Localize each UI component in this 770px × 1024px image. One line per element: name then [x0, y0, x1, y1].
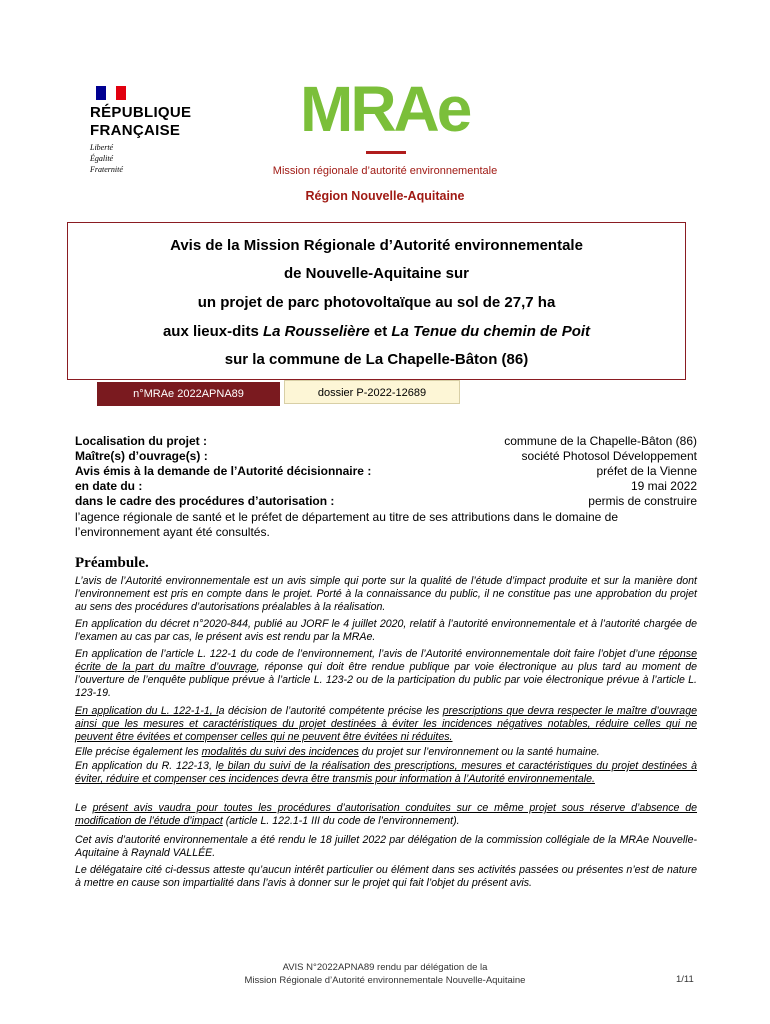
rf-name: RÉPUBLIQUE FRANÇAISE — [90, 104, 192, 139]
preambule-paragraph-5: Elle précise également les modalités du suivi des incidences du projet sur l’environnement ou la santé humaine. — [75, 746, 600, 758]
title-box — [67, 222, 686, 380]
title-line-2: de Nouvelle-Aquitaine sur — [283, 265, 470, 282]
page-footer: AVIS N°2022APNA89 rendu par délégation de la Mission Régionale d’Autorité environnementale Nouvelle-Aquitaine — [244, 962, 526, 986]
mrae-logo — [300, 73, 480, 158]
preambule-paragraph-3: En application de l’article L. 122-1 du code de l’environnement, l’avis de l’Autorité environnementale doit faire l’objet d’une réponse écrite de la part du maître d’ouvrage, réponse qui doit être rendue publique par voie électronique au plus tard au moment de l’ouverture de l’enquête publique prévue à l’article L. 123-2 ou de la participation du public par voie électronique prévue à l’article L. 123-19. — [75, 648, 697, 699]
info-row: dans le cadre des procédures d’autorisation : permis de construire — [75, 494, 697, 508]
title-line-5: sur la commune de La Chapelle-Bâton (86) — [224, 351, 529, 368]
title-line-1: Avis de la Mission Régionale d’Autorité environnementale — [170, 237, 583, 254]
info-row: Maître(s) d’ouvrage(s) : société Photosol Développement — [75, 449, 697, 463]
preambule-paragraph-4: En application du L. 122-1-1, la décision de l’autorité compétente précise les prescriptions que devra respecter le maître d’ouvrage ainsi que les mesures et caractéristiques du projet destinées à éviter les incidences négatives notables, réduire celles qui ne peuvent être évitées et compenser celles qui ne peuvent être évitées ni réduites. — [75, 705, 697, 743]
region-label: Région Nouvelle-Aquitaine — [305, 189, 465, 203]
preambule-paragraph-9: Le délégataire cité ci-dessus atteste qu’aucun intérêt particulier ou élément dans ses activités passées ou présentes n’est de nature à mettre en cause son impartialité dans l’avis à donner sur le projet qui fait l’objet du présent avis. — [75, 864, 697, 889]
info-row: Avis émis à la demande de l’Autorité décisionnaire : préfet de la Vienne — [75, 464, 697, 478]
info-note: l’agence régionale de santé et le préfet de département au titre de ses attributions dans le domaine de l’environnement ayant été consultés. — [75, 510, 619, 539]
info-row: en date du : 19 mai 2022 — [75, 479, 697, 493]
title-line-3: un projet de parc photovoltaïque au sol de 27,7 ha — [197, 294, 556, 311]
title-line-4: aux lieux-dits La Rousselière et La Tenue du chemin de Poit — [162, 323, 591, 340]
preambule-paragraph-1: L’avis de l’Autorité environnementale est un avis simple qui porte sur la qualité de l’étude d’impact produite et sur la manière dont l’environnement est pris en compte dans le projet. Porté à la connaissance du public, il ne constitue pas une approbation du projet au sens des procédures d’autorisations préalables à la réalisation. — [75, 575, 697, 613]
marianne-flag-icon — [96, 86, 126, 100]
mrae-logo-bar — [366, 151, 406, 154]
page-number: 1/11 — [676, 974, 694, 985]
preambule-paragraph-2: En application du décret n°2020-844, publié au JORF le 4 juillet 2020, relatif à l’autorité environnementale et à l’autorité chargée de l’examen au cas par cas, le présent avis est rendu par la MRAe. — [75, 618, 697, 643]
preambule-paragraph-7: Le présent avis vaudra pour toutes les procédures d’autorisation conduites sur ce même projet sous réserve d’absence de modification de l’étude d’impact (article L. 122.1-1 III du code de l’environnement). — [75, 802, 698, 827]
mrae-subtitle: Mission régionale d’autorité environnementale — [272, 165, 498, 177]
info-row: Localisation du projet : commune de la Chapelle-Bâton (86) — [75, 434, 697, 448]
preambule-paragraph-8: Cet avis d’autorité environnementale a été rendu le 18 juillet 2022 par délégation de la commission collégiale de la MRAe Nouvelle-Aquitaine à Raynald VALLÉE. — [75, 834, 697, 859]
preambule-heading: Préambule. — [75, 555, 149, 571]
mrae-logo-text: MRAe — [300, 73, 470, 145]
rf-motto: Liberté Égalité Fraternité — [90, 143, 123, 174]
dossier-number-badge: dossier P-2022-12689 — [284, 380, 460, 404]
preambule-paragraph-6: En application du R. 122-13, le bilan du suivi de la réalisation des prescriptions, mesures et caractéristiques du projet destinées à éviter, réduire et compenser ces incidences devra être transmis pour information à l’Autorité environnementale. — [75, 760, 697, 785]
mrae-reference-badge: n°MRAe 2022APNA89 — [97, 382, 280, 406]
